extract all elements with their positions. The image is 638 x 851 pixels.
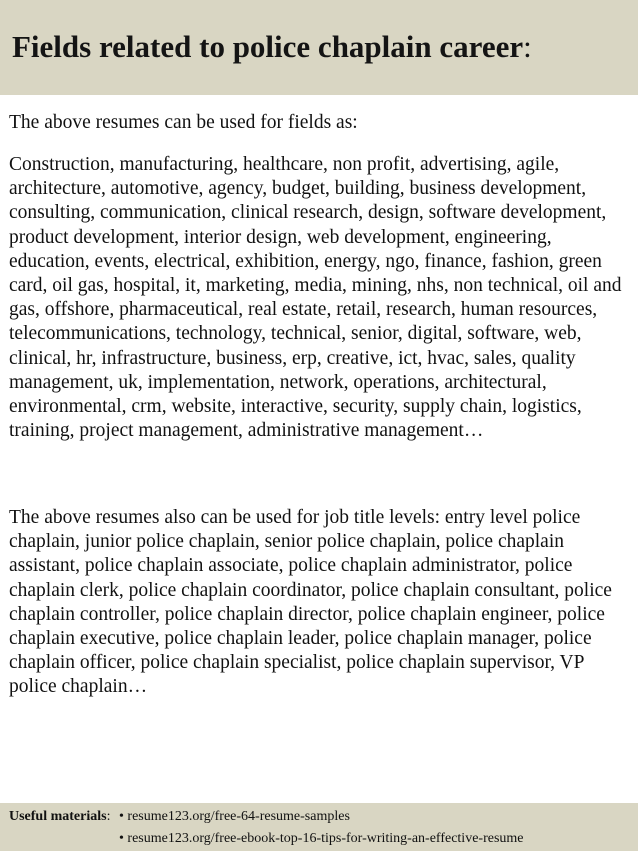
job-levels-paragraph: The above resumes also can be used for job title levels: entry level police chaplain, junior police chaplain, senior police chaplain, police chaplain assistant, police chaplain associate, police chaplain administrator, police chaplain clerk, police chaplain coordinator, police chaplain consultant, police chaplain controller, police chaplain director, police chaplain engineer, police chaplain executive, police chaplain leader, police chaplain manager, police chaplain officer, police chaplain specialist, police chaplain supervisor, VP police chaplain… [9,507,612,698]
useful-materials-label-text: Useful materials [9,809,107,824]
page-title-colon: : [523,29,532,64]
footer-link-ebook-tips[interactable]: • resume123.org/free-ebook-top-16-tips-for-writing-an-effective-resume [119,831,524,846]
useful-materials-label [9,808,110,825]
page-title [12,28,532,66]
fields-paragraph: Construction, manufacturing, healthcare, non profit, advertising, agile, architecture, automotive, agency, budget, building, business development, consulting, communication, clinical research, design, software development, product development, interior design, web development, engineering, education, events, electrical, exhibition, energy, ngo, finance, fashion, green card, oil gas, hospital, it, marketing, media, mining, nhs, non technical, oil and gas, offshore, pharmaceutical, real estate, retail, research, human resources, telecommunications, technology, technical, senior, digital, software, web, clinical, hr, infrastructure, business, erp, creative, ict, hvac, sales, quality management, uk, implementation, network, operations, architectural, environmental, crm, website, interactive, security, supply chain, logistics, training, project management, administrative management… [9,154,622,442]
title-band [0,0,638,95]
intro-text: The above resumes can be used for fields as: [9,112,358,133]
useful-materials-label-colon: : [106,809,111,824]
footer-link-resume-samples[interactable]: • resume123.org/free-64-resume-samples [119,809,350,824]
page-title-text: Fields related to police chaplain career [12,29,524,64]
footer-band [0,803,638,851]
